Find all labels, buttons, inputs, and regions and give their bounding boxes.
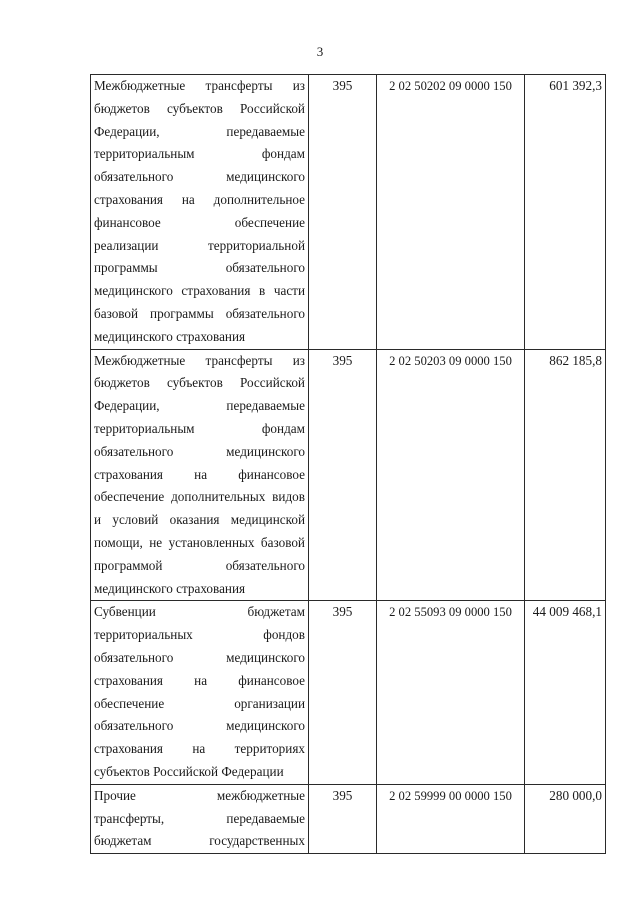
- description-line: бюджетов субъектов Российской: [94, 100, 305, 116]
- amount-value: 280 000,0: [525, 784, 606, 853]
- description-line: базовой программы обязательного: [94, 305, 305, 321]
- budget-classification-code: 2 02 50202 09 0000 150: [377, 75, 525, 350]
- description-line: страхования на финансовое: [94, 466, 305, 482]
- description-line: медицинского страхования: [94, 580, 246, 596]
- description-line: Субвенции бюджетам: [94, 604, 305, 620]
- row-description: [91, 601, 309, 784]
- table-row: [91, 601, 606, 784]
- row-description: [91, 75, 309, 350]
- description-line: обеспечение организации: [94, 695, 305, 711]
- description-line: реализации территориальной: [94, 237, 305, 253]
- admin-code: 395: [309, 75, 377, 350]
- admin-code: 395: [309, 784, 377, 853]
- description-line: медицинского страхования: [94, 328, 246, 344]
- description-line: Межбюджетные трансферты из: [94, 78, 305, 93]
- budget-classification-code: 2 02 55093 09 0000 150: [377, 601, 525, 784]
- budget-classification-code: 2 02 50203 09 0000 150: [377, 349, 525, 601]
- description-line: обязательного медицинского: [94, 169, 305, 185]
- description-line: страхования на территориях: [94, 741, 305, 757]
- description-line: обязательного медицинского: [94, 443, 305, 459]
- admin-code: 395: [309, 601, 377, 784]
- amount-value: 44 009 468,1: [525, 601, 606, 784]
- description-line: страхования на финансовое: [94, 672, 305, 688]
- description-line: трансферты, передаваемые: [94, 810, 305, 826]
- description-line: программой обязательного: [94, 557, 305, 573]
- table-row: [91, 349, 606, 601]
- row-description: [91, 349, 309, 601]
- amount-value: 862 185,8: [525, 349, 606, 601]
- description-line: территориальным фондам: [94, 146, 305, 162]
- description-line: обязательного медицинского: [94, 649, 305, 665]
- page-number: 3: [316, 44, 324, 59]
- description-line: помощи, не установленных базовой: [94, 534, 305, 550]
- description-line: бюджетам государственных: [94, 833, 305, 849]
- description-line: обеспечение дополнительных видов: [94, 489, 305, 505]
- description-line: страхования на дополнительное: [94, 191, 305, 207]
- description-line: и условий оказания медицинской: [94, 512, 305, 528]
- description-line: территориальным фондам: [94, 420, 305, 436]
- budget-classification-code: 2 02 59999 00 0000 150: [377, 784, 525, 853]
- description-line: территориальных фондов: [94, 627, 305, 643]
- description-line: Федерации, передаваемые: [94, 398, 305, 414]
- row-description: [91, 784, 309, 853]
- admin-code: 395: [309, 349, 377, 601]
- budget-table: [90, 74, 606, 854]
- description-line: обязательного медицинского: [94, 718, 305, 734]
- description-line: медицинского страхования в части: [94, 283, 305, 299]
- description-line: Межбюджетные трансферты из: [94, 352, 305, 368]
- description-line: субъектов Российской Федерации: [94, 763, 284, 779]
- description-line: Федерации, передаваемые: [94, 123, 305, 139]
- amount-value: 601 392,3: [525, 75, 606, 350]
- description-line: бюджетов субъектов Российской: [94, 375, 305, 391]
- description-line: программы обязательного: [94, 260, 305, 276]
- table-row: [91, 784, 606, 853]
- table-row: [91, 75, 606, 350]
- description-line: Прочие межбюджетные: [94, 787, 305, 803]
- description-line: финансовое обеспечение: [94, 214, 305, 230]
